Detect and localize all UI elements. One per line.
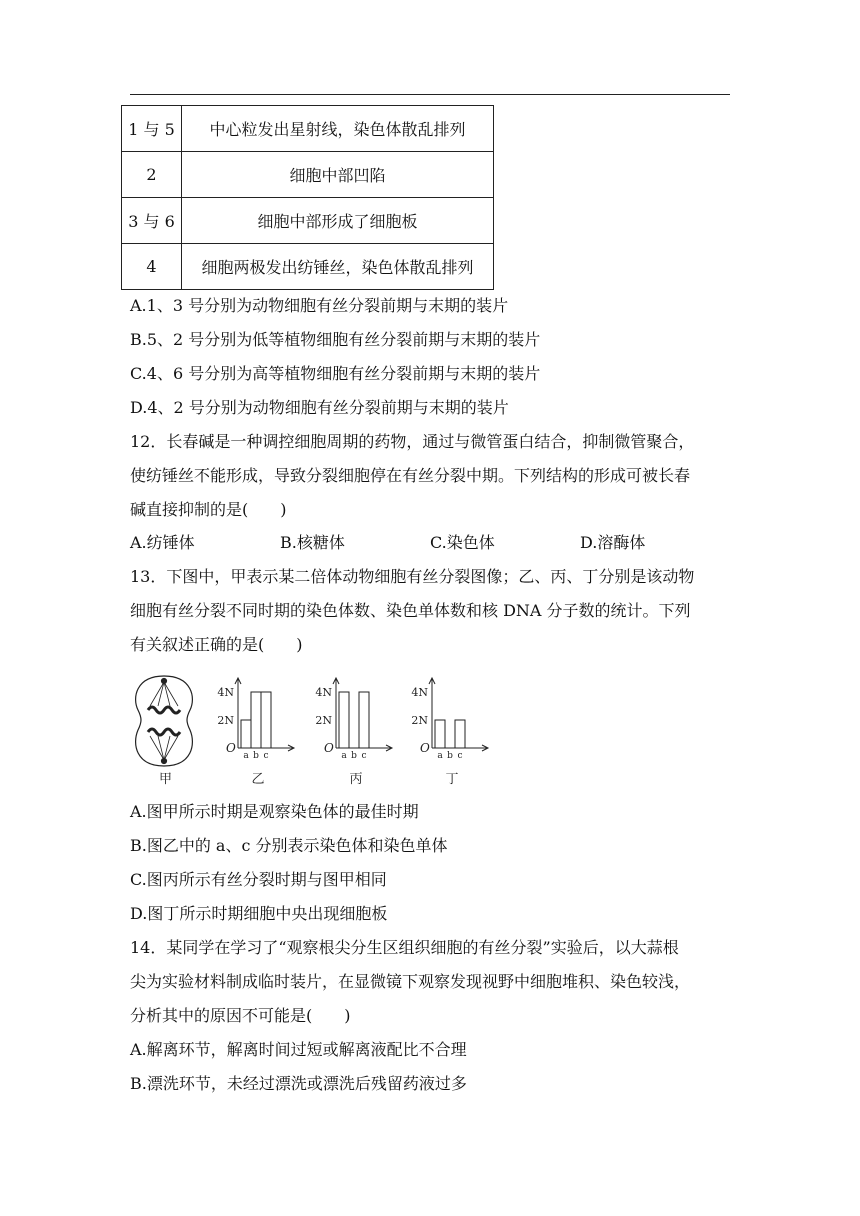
q11-option-c: C.4、6 号分别为高等植物细胞有丝分裂前期与末期的装片 [130,364,541,383]
q12-stem-line-1: 12．长春碱是一种调控细胞周期的药物，通过与微管蛋白结合，抑制微管聚合， [130,432,695,451]
bar-a [339,692,349,748]
bar-c [261,692,271,748]
q14-stem-line-1: 14．某同学在学习了“观察根尖分生区组织细胞的有丝分裂”实验后，以大蒜根 [130,938,679,957]
y-tick-label: 4N [315,686,332,699]
y-tick-label: 4N [217,686,234,699]
centriole-lower [162,759,167,764]
spindle-fibers-lower [150,736,178,760]
spindle-fibers-upper [150,682,178,706]
q11-option-a: A.1、3 号分别为动物细胞有丝分裂前期与末期的装片 [130,296,509,315]
bar-chart-2 [315,678,392,787]
chromosomes-upper [148,707,180,713]
chart-name-label: 丙 [349,772,363,787]
q14-stem-line-2: 尖为实验材料制成临时装片，在显微镜下观察发现视野中细胞堆积、染色较浅， [130,972,691,991]
top-rule [130,94,730,95]
q13-stem-line-1: 13．下图中，甲表示某二倍体动物细胞有丝分裂图像；乙、丙、丁分别是该动物 [130,567,695,586]
bar-chart-1 [217,678,294,787]
bar-a [241,720,251,748]
bar-category-label: b [253,751,259,761]
bar-category-label: b [351,751,357,761]
chart-name-label: 丁 [445,772,459,787]
bar-charts-group [217,678,488,787]
chromosomes-lower [148,729,180,735]
bar-category-label: c [263,751,269,761]
centriole-upper [162,679,167,684]
y-tick-label: 4N [411,686,428,699]
bar-chart-3 [411,678,488,787]
bar-c [359,692,369,748]
q14-stem-line-3: 分析其中的原因不可能是( ) [130,1006,351,1025]
table-cell-id: 3 与 6 [122,198,182,244]
q13-option-c: C.图丙所示有丝分裂时期与图甲相同 [130,870,387,889]
table-row [122,106,494,152]
bar-a [435,720,445,748]
q13-stem-line-2: 细胞有丝分裂不同时期的染色体数、染色单体数和核 DNA 分子数的统计。下列 [130,601,691,620]
bar-category-label: a [341,751,347,761]
origin-label: O [420,741,430,755]
q12-option-b: B.核糖体 [280,533,345,552]
q12-stem-line-2: 使纺锤丝不能形成，导致分裂细胞停在有丝分裂中期。下列结构的形成可被长春 [130,466,691,485]
q12-stem-line-3: 碱直接抑制的是( ) [130,500,287,519]
table-cell-desc: 细胞两极发出纺锤丝，染色体散乱排列 [182,244,494,290]
table-row [122,198,494,244]
table-row [122,152,494,198]
bar-category-label: a [243,751,249,761]
table-row [122,244,494,290]
q13-option-a: A.图甲所示时期是观察染色体的最佳时期 [130,802,419,821]
cell-membrane [136,676,193,766]
table-cell-desc: 中心粒发出星射线，染色体散乱排列 [182,106,494,152]
answer-table [121,105,494,290]
label-jia: 甲 [159,772,173,787]
q12-options [130,533,730,553]
y-tick-label: 2N [411,714,428,727]
bar-b [251,692,261,748]
table-cell-id: 2 [122,152,182,198]
origin-label: O [226,741,236,755]
y-tick-label: 2N [315,714,332,727]
q13-figure [128,670,498,788]
q13-option-d: D.图丁所示时期细胞中央出现细胞板 [130,904,388,923]
cell-diagram-jia [136,676,193,766]
origin-label: O [324,741,334,755]
table-cell-desc: 细胞中部形成了细胞板 [182,198,494,244]
bar-category-label: b [447,751,453,761]
q14-option-b: B.漂洗环节，未经过漂洗或漂洗后残留药液过多 [130,1074,467,1093]
table-cell-id: 4 [122,244,182,290]
q13-option-b: B.图乙中的 a、c 分别表示染色体和染色单体 [130,836,448,855]
table-cell-id: 1 与 5 [122,106,182,152]
bar-category-label: c [457,751,463,761]
q12-option-d: D.溶酶体 [580,533,646,552]
bar-c [455,720,465,748]
q12-option-a: A.纺锤体 [130,533,195,552]
y-tick-label: 2N [217,714,234,727]
q12-option-c: C.染色体 [430,533,495,552]
bar-category-label: a [437,751,443,761]
table-cell-desc: 细胞中部凹陷 [182,152,494,198]
bar-category-label: c [361,751,367,761]
q11-option-d: D.4、2 号分别为动物细胞有丝分裂前期与末期的装片 [130,398,509,417]
q14-option-a: A.解离环节，解离时间过短或解离液配比不合理 [130,1040,467,1059]
q11-option-b: B.5、2 号分别为低等植物细胞有丝分裂前期与末期的装片 [130,330,541,349]
chart-name-label: 乙 [251,772,265,787]
q13-stem-line-3: 有关叙述正确的是( ) [130,635,303,654]
